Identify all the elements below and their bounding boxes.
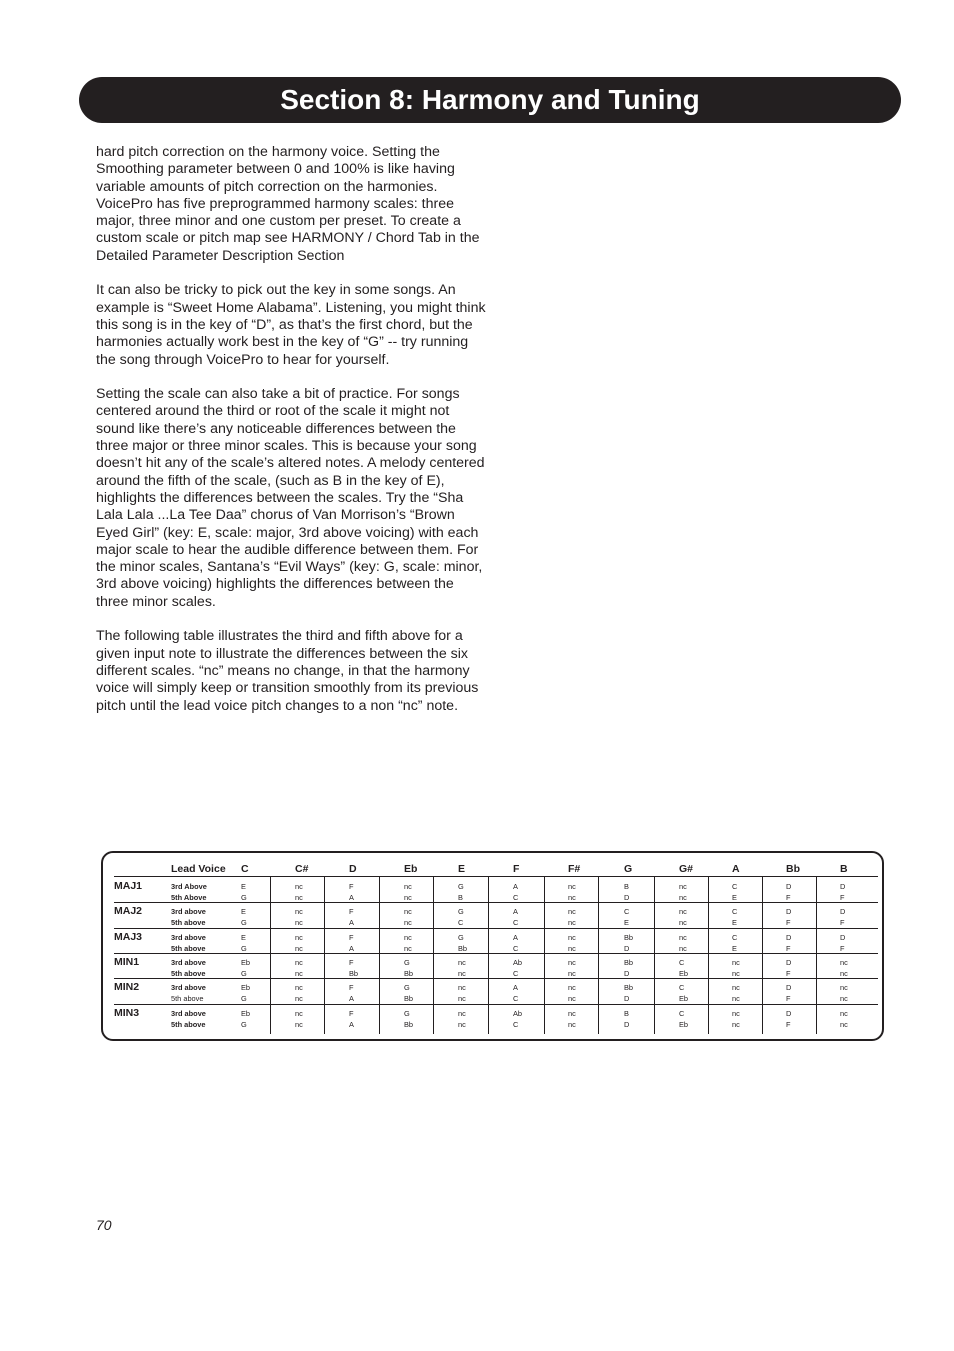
fifth-note-cell: C <box>513 893 519 902</box>
third-note-cell: nc <box>404 882 412 891</box>
fifth-note-cell: F <box>840 893 845 902</box>
third-note-cell: nc <box>295 983 303 992</box>
fifth-note-cell: D <box>624 1020 630 1029</box>
fifth-note-cell: nc <box>295 994 303 1003</box>
fifth-note-cell: Bb <box>458 944 468 953</box>
fifth-note-cell: nc <box>404 918 412 927</box>
column-rule <box>816 876 817 1034</box>
column-rule <box>379 876 380 1034</box>
fifth-note-cell: C <box>513 1020 519 1029</box>
row-rule <box>114 928 878 929</box>
fifth-note-cell: G <box>241 969 247 978</box>
third-note-cell: Ab <box>513 1009 523 1018</box>
third-note-cell: D <box>786 907 792 916</box>
fifth-note-cell: Bb <box>404 1020 414 1029</box>
column-header: E <box>458 863 466 875</box>
third-note-cell: A <box>513 933 518 942</box>
fifth-note-cell: F <box>840 918 845 927</box>
scale-name: MAJ2 <box>114 905 143 917</box>
third-note-cell: C <box>732 882 738 891</box>
fifth-note-cell: nc <box>295 1020 303 1029</box>
third-note-cell: G <box>458 882 464 891</box>
fifth-note-cell: C <box>513 994 519 1003</box>
fifth-note-cell: nc <box>568 994 576 1003</box>
fifth-note-cell: Bb <box>404 969 414 978</box>
third-note-cell: D <box>786 983 792 992</box>
third-note-cell: D <box>786 1009 792 1018</box>
fifth-note-cell: G <box>241 893 247 902</box>
fifth-note-cell: E <box>732 918 737 927</box>
scale-name: MAJ3 <box>114 931 143 943</box>
third-note-cell: nc <box>568 983 576 992</box>
third-note-cell: Bb <box>624 983 634 992</box>
fifth-note-cell: F <box>786 944 791 953</box>
column-header: B <box>840 863 848 875</box>
third-note-cell: nc <box>840 983 848 992</box>
column-header: Bb <box>786 863 800 875</box>
row-label-third: 3rd above <box>171 983 206 992</box>
fifth-note-cell: F <box>786 893 791 902</box>
fifth-note-cell: nc <box>458 969 466 978</box>
column-rule <box>324 876 325 1034</box>
column-header: G <box>624 863 633 875</box>
fifth-note-cell: E <box>732 893 737 902</box>
row-rule <box>114 953 878 954</box>
scale-name: MIN2 <box>114 981 140 993</box>
third-note-cell: nc <box>458 983 466 992</box>
fifth-note-cell: nc <box>458 1020 466 1029</box>
column-header: A <box>732 863 740 875</box>
row-label-fifth: 5th above <box>171 918 206 927</box>
third-note-cell: D <box>786 933 792 942</box>
fifth-note-cell: nc <box>840 994 848 1003</box>
third-note-cell: E <box>241 933 246 942</box>
row-label-third: 3rd above <box>171 907 206 916</box>
row-label-fifth: 5th above <box>171 944 206 953</box>
third-note-cell: nc <box>840 1009 848 1018</box>
paragraph: It can also be tricky to pick out the key in some songs. An example is “Sweet Home Alabama”. Listening, you might think this song is in the key of “D”, as that’s the first chord, but the harmonies actually work best in the key of “G” -- try running the song through VoicePro to hear for yourself. <box>96 282 486 368</box>
fifth-note-cell: nc <box>732 969 740 978</box>
third-note-cell: nc <box>568 933 576 942</box>
fifth-note-cell: A <box>349 994 354 1003</box>
third-note-cell: G <box>404 983 410 992</box>
column-rule <box>708 876 709 1034</box>
row-label-third: 3rd above <box>171 958 206 967</box>
third-note-cell: nc <box>568 958 576 967</box>
third-note-cell: nc <box>840 958 848 967</box>
third-note-cell: D <box>840 882 846 891</box>
third-note-cell: F <box>349 882 354 891</box>
column-rule <box>654 876 655 1034</box>
third-note-cell: Bb <box>624 958 634 967</box>
third-note-cell: Eb <box>241 958 251 967</box>
fifth-note-cell: nc <box>840 969 848 978</box>
column-header: D <box>349 863 357 875</box>
third-note-cell: F <box>349 933 354 942</box>
fifth-note-cell: nc <box>295 944 303 953</box>
third-note-cell: nc <box>732 1009 740 1018</box>
third-note-cell: B <box>624 882 629 891</box>
fifth-note-cell: E <box>624 918 629 927</box>
fifth-note-cell: E <box>732 944 737 953</box>
column-rule <box>598 876 599 1034</box>
row-rule <box>114 1004 878 1005</box>
fifth-note-cell: nc <box>295 969 303 978</box>
fifth-note-cell: nc <box>295 893 303 902</box>
fifth-note-cell: nc <box>458 994 466 1003</box>
third-note-cell: C <box>624 907 630 916</box>
body-text <box>96 144 486 732</box>
third-note-cell: A <box>513 882 518 891</box>
fifth-note-cell: Eb <box>679 994 689 1003</box>
third-note-cell: A <box>513 983 518 992</box>
third-note-cell: A <box>513 907 518 916</box>
fifth-note-cell: nc <box>568 944 576 953</box>
fifth-note-cell: C <box>513 918 519 927</box>
row-label-third: 3rd Above <box>171 882 207 891</box>
column-header: F <box>513 863 520 875</box>
third-note-cell: D <box>786 882 792 891</box>
fifth-note-cell: F <box>786 969 791 978</box>
third-note-cell: nc <box>679 882 687 891</box>
fifth-note-cell: D <box>624 893 630 902</box>
third-note-cell: G <box>404 958 410 967</box>
third-note-cell: nc <box>568 882 576 891</box>
fifth-note-cell: nc <box>732 994 740 1003</box>
fifth-note-cell: F <box>786 994 791 1003</box>
third-note-cell: nc <box>404 907 412 916</box>
column-rule <box>544 876 545 1034</box>
third-note-cell: nc <box>295 882 303 891</box>
fifth-note-cell: nc <box>840 1020 848 1029</box>
third-note-cell: G <box>404 1009 410 1018</box>
row-rule <box>114 978 878 979</box>
third-note-cell: E <box>241 907 246 916</box>
column-rule <box>488 876 489 1034</box>
third-note-cell: nc <box>295 958 303 967</box>
fifth-note-cell: nc <box>568 893 576 902</box>
fifth-note-cell: D <box>624 944 630 953</box>
column-rule <box>433 876 434 1034</box>
column-rule <box>762 876 763 1034</box>
third-note-cell: nc <box>679 933 687 942</box>
scale-name: MAJ1 <box>114 880 143 892</box>
third-note-cell: Ab <box>513 958 523 967</box>
page-number: 70 <box>96 1217 112 1233</box>
third-note-cell: G <box>458 933 464 942</box>
fifth-note-cell: nc <box>679 918 687 927</box>
fifth-note-cell: A <box>349 944 354 953</box>
third-note-cell: nc <box>732 958 740 967</box>
fifth-note-cell: Bb <box>349 969 359 978</box>
third-note-cell: nc <box>295 1009 303 1018</box>
third-note-cell: nc <box>295 933 303 942</box>
third-note-cell: C <box>679 1009 685 1018</box>
page-title: Section 8: Harmony and Tuning <box>280 84 700 115</box>
row-label-fifth: 5th above <box>171 969 206 978</box>
column-header: C# <box>295 863 309 875</box>
column-header: G# <box>679 863 694 875</box>
fifth-note-cell: nc <box>732 1020 740 1029</box>
fifth-note-cell: nc <box>679 893 687 902</box>
harmony-scale-table <box>101 851 884 1041</box>
third-note-cell: D <box>840 907 846 916</box>
column-header: C <box>241 863 249 875</box>
third-note-cell: nc <box>732 983 740 992</box>
third-note-cell: C <box>732 907 738 916</box>
fifth-note-cell: F <box>786 1020 791 1029</box>
fifth-note-cell: Eb <box>679 969 689 978</box>
third-note-cell: B <box>624 1009 629 1018</box>
row-rule <box>114 902 878 903</box>
fifth-note-cell: G <box>241 918 247 927</box>
column-header: Eb <box>404 863 418 875</box>
fifth-note-cell: nc <box>679 944 687 953</box>
lead-voice-header: Lead Voice <box>171 863 226 875</box>
third-note-cell: Eb <box>241 1009 251 1018</box>
fifth-note-cell: Bb <box>404 994 414 1003</box>
column-rule <box>270 876 271 1034</box>
third-note-cell: F <box>349 907 354 916</box>
third-note-cell: nc <box>458 958 466 967</box>
header-rule <box>114 876 878 877</box>
fifth-note-cell: G <box>241 944 247 953</box>
third-note-cell: F <box>349 1009 354 1018</box>
fifth-note-cell: B <box>458 893 463 902</box>
paragraph: Setting the scale can also take a bit of practice. For songs centered around the third or root of the scale it might not sound like there’s any noticeable differences between the three major or three minor scales. This is because your song doesn’t hit any of the scale’s altered notes. A melody centered around the fifth of the scale, (such as B in the key of E), highlights the differences between the scales. Try the “Sha Lala Lala ...La Tee Daa” chorus of Van Morrison’s “Brown Eyed Girl” (key: E, scale: major, 3rd above voicing) with each major scale to hear the audible difference between them. For the minor scales, Santana’s “Evil Ways” (key: G, scale: minor, 3rd above voicing) highlights the differences between the three minor scales. <box>96 386 485 610</box>
paragraph: hard pitch correction on the harmony voice. Setting the Smoothing parameter between 0 and 100% is like having variable amounts of pitch correction on the harmonies. VoicePro has five preprogrammed harmony scales: three major, three minor and one custom per preset. To create a custom scale or pitch map see HARMONY / Chord Tab in the Detailed Parameter Description Section <box>96 144 480 264</box>
third-note-cell: nc <box>404 933 412 942</box>
third-note-cell: D <box>840 933 846 942</box>
third-note-cell: nc <box>295 907 303 916</box>
fifth-note-cell: nc <box>404 944 412 953</box>
scale-name: MIN3 <box>114 1007 140 1019</box>
third-note-cell: D <box>786 958 792 967</box>
row-label-fifth: 5th above <box>171 994 204 1003</box>
fifth-note-cell: G <box>241 1020 247 1029</box>
third-note-cell: Eb <box>241 983 251 992</box>
row-label-third: 3rd above <box>171 1009 206 1018</box>
row-label-fifth: 5th Above <box>171 893 207 902</box>
third-note-cell: F <box>349 958 354 967</box>
fifth-note-cell: A <box>349 893 354 902</box>
fifth-note-cell: C <box>513 944 519 953</box>
third-note-cell: G <box>458 907 464 916</box>
fifth-note-cell: nc <box>404 893 412 902</box>
fifth-note-cell: nc <box>568 1020 576 1029</box>
row-label-third: 3rd above <box>171 933 206 942</box>
section-banner <box>79 77 901 123</box>
third-note-cell: Bb <box>624 933 634 942</box>
third-note-cell: nc <box>679 907 687 916</box>
fifth-note-cell: C <box>458 918 464 927</box>
fifth-note-cell: nc <box>295 918 303 927</box>
column-header: F# <box>568 863 581 875</box>
fifth-note-cell: D <box>624 994 630 1003</box>
fifth-note-cell: D <box>624 969 630 978</box>
fifth-note-cell: nc <box>568 969 576 978</box>
paragraph: The following table illustrates the third and fifth above for a given input note to illustrate the differences between the six different scales. “nc” means no change, in that the harmony voice will simply keep or transition smoothly from its previous pitch until the lead voice pitch changes to a non “nc” note. <box>96 628 479 714</box>
third-note-cell: F <box>349 983 354 992</box>
fifth-note-cell: C <box>513 969 519 978</box>
third-note-cell: nc <box>568 907 576 916</box>
third-note-cell: C <box>679 958 685 967</box>
fifth-note-cell: A <box>349 1020 354 1029</box>
third-note-cell: C <box>732 933 738 942</box>
third-note-cell: nc <box>568 1009 576 1018</box>
fifth-note-cell: Eb <box>679 1020 689 1029</box>
fifth-note-cell: G <box>241 994 247 1003</box>
third-note-cell: E <box>241 882 246 891</box>
third-note-cell: C <box>679 983 685 992</box>
fifth-note-cell: nc <box>568 918 576 927</box>
row-label-fifth: 5th above <box>171 1020 206 1029</box>
fifth-note-cell: A <box>349 918 354 927</box>
scale-name: MIN1 <box>114 956 140 968</box>
fifth-note-cell: F <box>840 944 845 953</box>
fifth-note-cell: F <box>786 918 791 927</box>
third-note-cell: nc <box>458 1009 466 1018</box>
